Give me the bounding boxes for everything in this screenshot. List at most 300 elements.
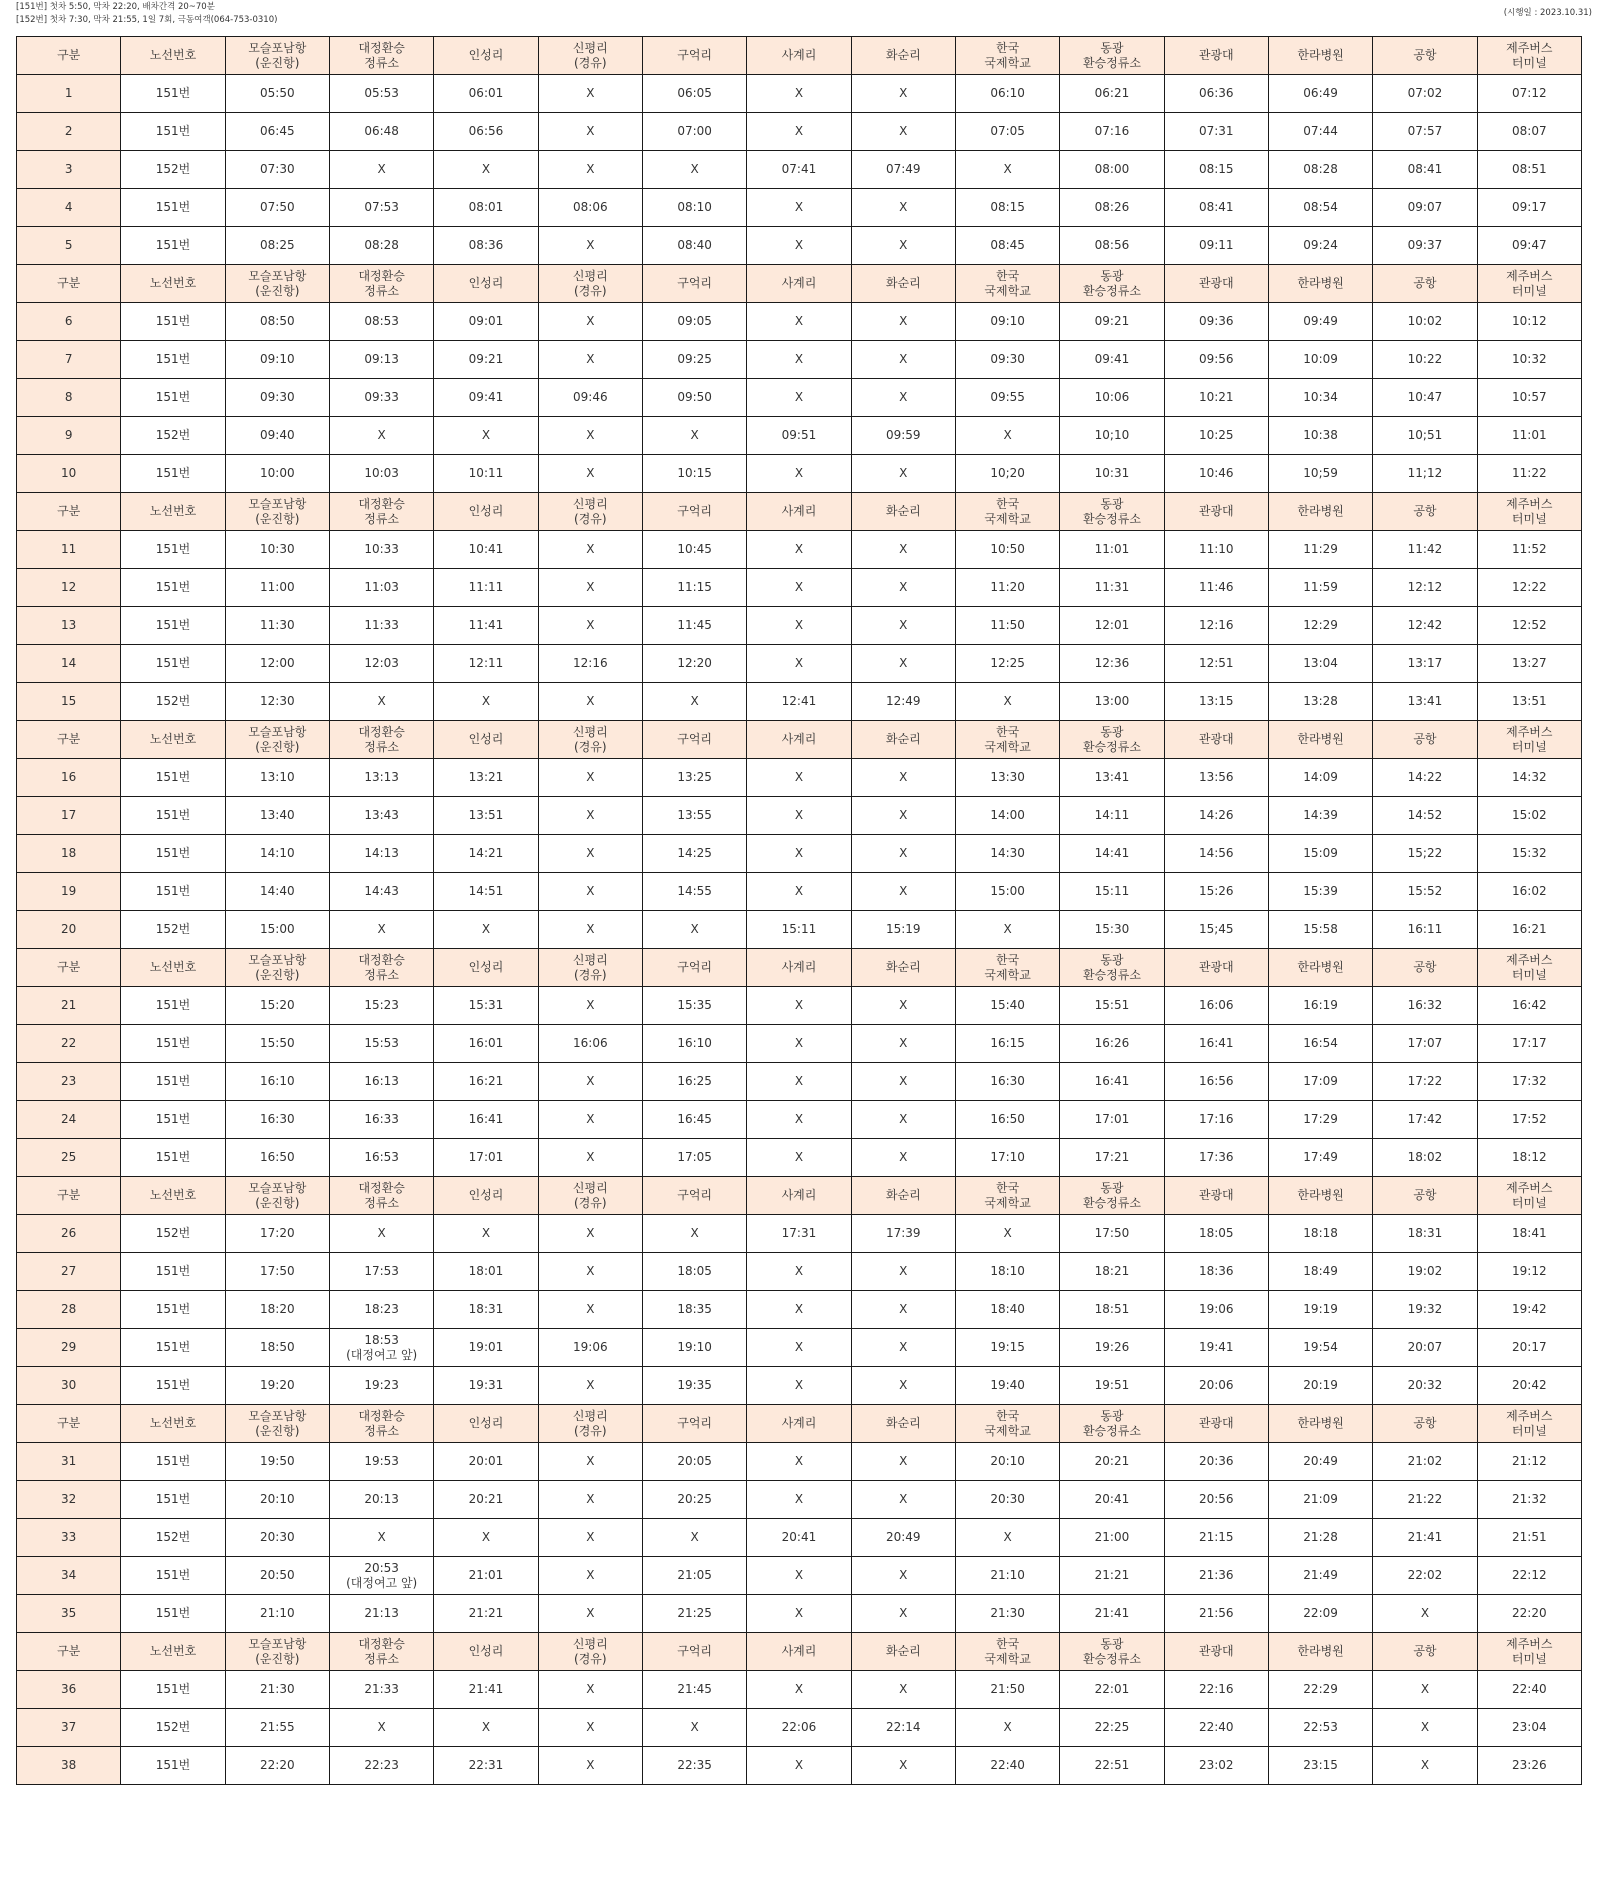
column-header [17,1405,121,1443]
time-cell [642,645,746,683]
time-cell [1373,455,1477,493]
column-header-label: 노선번호 [149,1644,197,1658]
cell-value: 12:16 [573,656,608,670]
table-row [17,1215,1582,1253]
cell-value: 15:50 [260,1036,295,1050]
time-cell [1477,417,1581,455]
cell-value: X [586,1302,595,1316]
cell-value: 15:39 [1303,884,1338,898]
time-cell [642,1671,746,1709]
cell-value: X [586,314,595,328]
cell-value: 36 [61,1682,77,1696]
time-cell [955,379,1059,417]
time-cell [1164,1443,1268,1481]
cell-value: X [690,1530,699,1544]
column-header [17,949,121,987]
time-cell [538,379,642,417]
time-cell [955,683,1059,721]
time-cell [851,151,955,189]
time-cell [225,1329,329,1367]
table-row [17,455,1582,493]
cell-value: 20:19 [1303,1378,1338,1392]
table-row [17,1747,1582,1785]
column-header-label: 사계리 [781,1644,817,1658]
time-cell [747,417,851,455]
cell-value: 16:11 [1407,922,1443,936]
time-cell [225,1101,329,1139]
cell-value: 21:00 [1094,1530,1130,1544]
time-cell [225,379,329,417]
time-cell [434,873,538,911]
cell-value: 10:11 [468,466,504,480]
cell-value: 15:11 [1094,884,1130,898]
time-cell [1164,1595,1268,1633]
time-cell [1268,113,1372,151]
time-cell [1060,873,1164,911]
table-row [17,1557,1582,1595]
cell-value: X [481,428,491,442]
cell-value: 22:20 [1512,1606,1547,1620]
cell-value: 34 [61,1568,77,1582]
time-cell [1060,113,1164,151]
time-cell [329,1025,433,1063]
time-cell [225,645,329,683]
time-cell [329,569,433,607]
cell-value: 11:11 [468,580,504,594]
time-cell [434,607,538,645]
table-row [17,797,1582,835]
column-header-label: 공항 [1413,48,1437,62]
header-row [17,721,1582,759]
time-cell [1373,873,1477,911]
table-row [17,1671,1582,1709]
time-cell [329,1595,433,1633]
column-header [17,1177,121,1215]
time-cell [434,1063,538,1101]
column-header [642,493,746,531]
route-number-cell [121,835,225,873]
column-header-label: 화순리 [885,1644,921,1658]
column-header [538,493,642,531]
cell-value: X [794,390,804,404]
table-row [17,569,1582,607]
table-row [17,1519,1582,1557]
row-index-cell [17,1101,121,1139]
cell-value: 11:33 [364,618,399,632]
time-cell [329,1671,433,1709]
time-cell [1268,227,1372,265]
time-cell [1373,1557,1477,1595]
time-cell [434,113,538,151]
time-cell [1373,1519,1477,1557]
column-header-label: 제주버스 [1506,724,1553,739]
cell-value: 06:01 [468,86,504,100]
time-cell [1268,1367,1372,1405]
cell-value: 20:49 [1303,1454,1338,1468]
cell-value: 24 [61,1112,77,1126]
column-header-label: 사계리 [781,1416,817,1430]
column-header-label: 신평리 [572,1408,608,1423]
column-header-label: 사계리 [781,276,817,290]
cell-value: 17 [61,808,77,822]
time-cell [747,379,851,417]
time-cell [642,759,746,797]
cell-value: X [899,1378,908,1392]
route-number-cell [121,1063,225,1101]
time-cell [1373,1481,1477,1519]
route-151-note: [151번] 첫차 5:50, 막차 22:20, 배차간격 20~70분 [16,2,215,12]
column-header-label: 인성리 [468,1188,504,1202]
column-header [329,721,433,759]
time-cell [1477,75,1581,113]
column-header [747,265,851,303]
cell-value: 15:00 [260,922,295,936]
time-cell [642,1481,746,1519]
column-header-label: 국제학교 [984,55,1031,70]
column-header-label: 한라병원 [1297,960,1344,974]
column-header-label: 공항 [1413,276,1437,290]
time-cell [225,1747,329,1785]
column-header-label: 제주버스 [1506,40,1553,55]
column-header [225,1633,329,1671]
cell-value: 22:40 [1198,1720,1234,1734]
cell-value: 09:01 [468,314,504,328]
column-header [121,721,225,759]
cell-value: X [794,542,804,556]
time-cell [747,683,851,721]
time-cell [1164,1519,1268,1557]
cell-value: 11:10 [1198,542,1234,556]
cell-value: 09:40 [260,428,295,442]
column-header-label: (운진항) [255,1195,300,1210]
cell-value: 22:01 [1094,1682,1130,1696]
cell-value: 1 [64,86,73,100]
column-header-label: 구분 [57,504,81,518]
cell-value: 9 [64,428,73,442]
column-header [851,265,955,303]
time-cell [955,1101,1059,1139]
cell-value: X [586,1454,595,1468]
row-index-cell [17,1215,121,1253]
cell-value: 151번 [155,884,191,898]
cell-value: 152번 [155,1530,191,1544]
cell-value: 17:42 [1407,1112,1443,1126]
column-header-label: 모슬포남항 [248,1636,307,1651]
column-header-label: 구억리 [677,504,713,518]
cell-value: 10:22 [1407,352,1443,366]
cell-value: 21:05 [677,1568,712,1582]
time-cell [1477,1063,1581,1101]
cell-value: 37 [61,1720,77,1734]
cell-value: X [794,1682,804,1696]
time-cell [747,113,851,151]
column-header-label: 한국 [996,1408,1020,1423]
cell-value: 20:10 [990,1454,1025,1468]
cell-value: 20:41 [1094,1492,1130,1506]
cell-value: X [899,656,908,670]
column-header [642,1633,746,1671]
cell-value: X [794,1340,804,1354]
row-index-cell [17,341,121,379]
table-row [17,759,1582,797]
time-cell [1268,873,1372,911]
table-row [17,873,1582,911]
time-cell [225,1595,329,1633]
column-header-label: 한국 [996,952,1020,967]
cell-value: 10:45 [677,542,712,556]
time-cell [1373,835,1477,873]
cell-value: X [690,428,699,442]
column-header [1373,37,1477,75]
cell-value: 10:02 [1407,314,1443,328]
route-number-cell [121,1139,225,1177]
column-header-label: 터미널 [1511,1423,1547,1438]
time-cell [538,1367,642,1405]
column-header [538,949,642,987]
time-cell [955,607,1059,645]
time-cell [747,759,851,797]
time-cell [1164,1671,1268,1709]
cell-value: 15:31 [468,998,504,1012]
cell-value: X [1003,922,1012,936]
cell-value: 09:50 [677,390,712,404]
cell-value: X [586,846,595,860]
time-cell [642,1215,746,1253]
time-cell [1373,1595,1477,1633]
time-cell [1060,379,1164,417]
time-cell [1477,1747,1581,1785]
column-header [1060,37,1164,75]
column-header-label: 인성리 [468,504,504,518]
cell-value: X [794,86,804,100]
time-cell [1164,189,1268,227]
time-cell [1060,835,1164,873]
time-cell [1268,341,1372,379]
cell-value: X [1420,1606,1430,1620]
time-cell [1268,759,1372,797]
route-number-cell [121,417,225,455]
cell-value: X [794,1150,804,1164]
time-cell [434,911,538,949]
time-cell [642,1329,746,1367]
cell-value: X [899,200,908,214]
cell-value: 13:56 [1198,770,1234,784]
row-index-cell [17,1329,121,1367]
time-cell [1373,645,1477,683]
cell-value: 09:13 [364,352,399,366]
route-number-cell [121,1709,225,1747]
time-cell [1060,1025,1164,1063]
column-header-label: 인성리 [468,1416,504,1430]
cell-value: 15;45 [1198,922,1234,936]
time-cell [851,379,955,417]
time-cell [1268,1671,1372,1709]
column-header-label: 사계리 [781,48,817,62]
cell-value: 06:21 [1094,86,1130,100]
time-cell [434,1481,538,1519]
column-header-label: 국제학교 [984,511,1031,526]
cell-value: 19:53 [364,1454,399,1468]
time-cell [642,835,746,873]
cell-value: 22:12 [1512,1568,1547,1582]
time-cell [538,569,642,607]
column-header [1373,1405,1477,1443]
cell-value: 06:48 [364,124,399,138]
route-number-cell [121,1519,225,1557]
time-cell [1373,189,1477,227]
column-header [1373,1177,1477,1215]
column-header [121,1633,225,1671]
column-header [1373,265,1477,303]
time-cell [747,1329,851,1367]
time-cell [329,417,433,455]
time-cell [225,1063,329,1101]
cell-value: X [794,846,804,860]
time-cell [851,683,955,721]
time-cell [747,1367,851,1405]
time-cell [1268,1709,1372,1747]
cell-value: 19:51 [1094,1378,1130,1392]
time-cell [955,113,1059,151]
time-cell [1373,1139,1477,1177]
cell-value: 21:15 [1198,1530,1234,1544]
column-header-label: (경유) [574,1651,607,1666]
time-cell [225,1291,329,1329]
cell-value: 11;12 [1407,466,1443,480]
time-cell [955,151,1059,189]
cell-value: 151번 [155,808,191,822]
cell-value: 13:10 [260,770,295,784]
cell-value: 28 [61,1302,77,1316]
time-cell [1164,1747,1268,1785]
time-cell [1477,1101,1581,1139]
column-header [851,1405,955,1443]
column-header [1268,1405,1372,1443]
cell-value: 13:27 [1512,656,1547,670]
cell-value: 08:51 [1512,162,1547,176]
time-cell [851,417,955,455]
cell-value: X [899,1340,908,1354]
time-cell [747,1671,851,1709]
column-header [851,721,955,759]
time-cell [225,417,329,455]
column-header-label: 제주버스 [1506,1180,1553,1195]
time-cell [955,1519,1059,1557]
cell-value: X [481,1226,491,1240]
route-number-cell [121,1291,225,1329]
cell-value: 15:35 [677,998,712,1012]
cell-value: 07:50 [260,200,295,214]
table-row [17,1709,1582,1747]
time-cell [329,227,433,265]
time-cell [1268,1329,1372,1367]
route-number-cell [121,531,225,569]
time-cell [1373,987,1477,1025]
time-cell [1268,1139,1372,1177]
cell-value: 4 [64,200,73,214]
cell-value: 20:49 [885,1530,921,1544]
time-cell [1373,113,1477,151]
cell-value: 10;51 [1407,428,1443,442]
cell-value: X [586,770,595,784]
cell-value: 10:46 [1198,466,1234,480]
time-cell [1164,1215,1268,1253]
time-cell [329,113,433,151]
time-cell [1164,1557,1268,1595]
time-cell [329,797,433,835]
time-cell [329,1709,433,1747]
time-cell [851,1557,955,1595]
cell-value: X [586,1074,595,1088]
cell-value: X [377,1226,386,1240]
cell-value: 08:26 [1094,200,1130,214]
cell-value: 10:33 [364,542,399,556]
route-152-note: [152번] 첫차 7:30, 막차 21:55, 1일 7회, 극동여객(064-753-0310) [16,15,278,25]
time-cell [1477,1329,1581,1367]
cell-value: 11:59 [1303,580,1338,594]
time-cell [851,1747,955,1785]
time-cell [747,1519,851,1557]
column-header-label: 한라병원 [1297,1644,1344,1658]
cell-value: 11:01 [1512,428,1547,442]
cell-value: 151번 [155,998,191,1012]
time-cell [1060,1101,1164,1139]
cell-value: 20 [61,922,77,936]
cell-value: 14:30 [990,846,1025,860]
column-header-label: 화순리 [885,48,921,62]
cell-value: 11:41 [468,618,504,632]
cell-value: 27 [61,1264,77,1278]
column-header [434,721,538,759]
time-cell [747,645,851,683]
time-cell [434,1329,538,1367]
cell-value: 21:41 [468,1682,504,1696]
column-header-label: 한국 [996,1180,1020,1195]
column-header [642,265,746,303]
column-header-label: (운진항) [255,55,300,70]
time-cell [329,873,433,911]
time-cell [538,113,642,151]
table-row [17,189,1582,227]
cell-value: 16:41 [1094,1074,1130,1088]
column-header-label: (운진항) [255,511,300,526]
time-cell [225,1709,329,1747]
cell-value: X [794,1378,804,1392]
column-header [225,265,329,303]
cell-value: 20:21 [1094,1454,1130,1468]
time-cell [955,189,1059,227]
route-number-cell [121,227,225,265]
route-number-cell [121,75,225,113]
cell-value: 14:25 [677,846,712,860]
time-cell [538,1709,642,1747]
cell-value: 14:32 [1512,770,1547,784]
cell-value: X [1003,1530,1012,1544]
time-cell [1477,303,1581,341]
cell-value: 13:55 [677,808,712,822]
table-row [17,1291,1582,1329]
cell-value: 11:15 [677,580,712,594]
row-index-cell [17,1481,121,1519]
time-cell [955,873,1059,911]
route-number-cell [121,1215,225,1253]
cell-value: 10:32 [1512,352,1547,366]
cell-value: 19:35 [677,1378,712,1392]
time-cell [329,1063,433,1101]
time-cell [1373,1367,1477,1405]
cell-value: 17:50 [260,1264,295,1278]
time-cell [538,227,642,265]
